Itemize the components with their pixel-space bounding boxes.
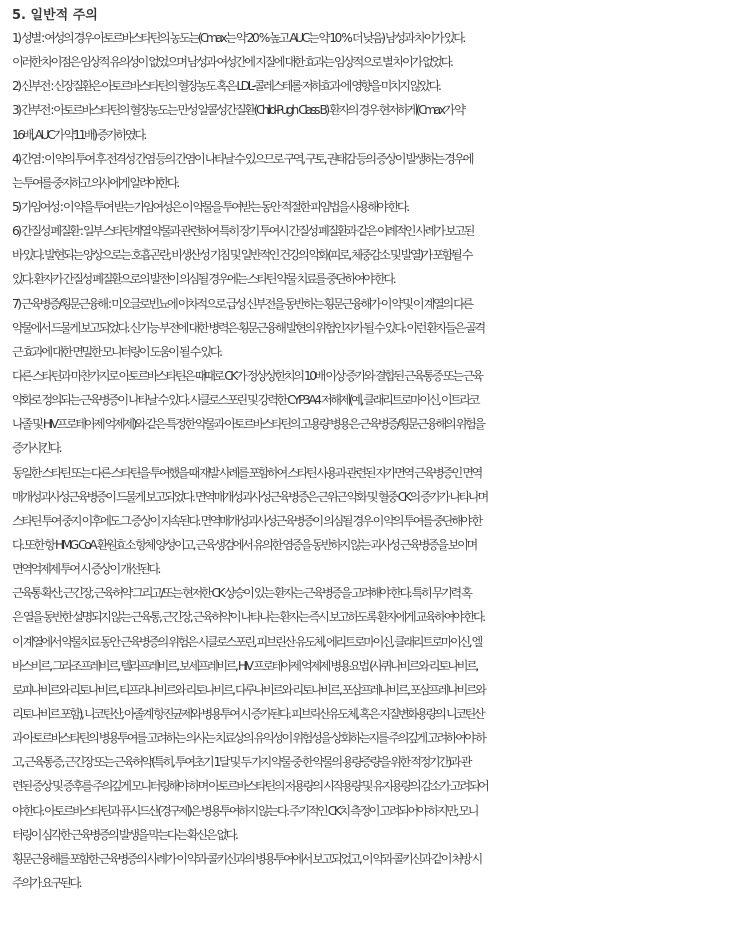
text-line: 리토나비르 포함), 니코틴산, 아졸계 항진균제와 병용투여 시 증가된다. 피브릭산유도체, 혹은 지질변화용량의 니코틴산: [12, 706, 484, 721]
text-line: 1) 성별 : 여성의 경우 아토르바스타틴의 농도는(Cmax는 약 20 % 높고 AUC는 약 10 % 더 낮음) 남성과 차이가 있다.: [12, 31, 464, 45]
text-line: 있다. 환자가 간질성 폐질환으로의 발전이 의심될 경우에는 스타틴 약물 치료를 중단하여야 한다.: [12, 272, 395, 287]
text-line: 야 한다. 아토르바스타틴과 퓨시드산(경구제)은 병용투여하지 않는다. 주기적인 CK치 측정이 고려되어야 하지만, 모니: [12, 803, 478, 818]
text-line: 로피나비르와 리토나비르, 티프라나비르와 리토나비르, 다루나비르와 리토나비르, 포삼프레나비르, 포삼프레나비르와: [12, 682, 485, 697]
section-title: 5. 일반적 주의: [12, 8, 98, 23]
text-line: 2) 신부전 : 신장질환은 아토르바스타틴의 혈장농도 혹은 LDL-콜레스테롤 저하효과 에 영향을 미치지 않았다.: [12, 79, 440, 94]
text-line: 횡문근융해를 포함한 근육병증의 사례가 이 약과 콜키신과의 병용투여에서 보고되었고, 이 약과 콜키신과 같이 처방 시: [12, 851, 481, 866]
text-line: 터링이 심각한 근육병증의 발생을 막는다는 확신은 없다.: [12, 827, 237, 842]
text-line: 과 아토르바스타틴의 병용투여를 고려하는 의사는 치료상의 유익성이 위험성을 상회하는지를 주의깊게 고려하여야 하: [12, 731, 485, 746]
text-line: 4) 간염 : 이 약의 투여 후 전격성 간염 등의 간염이 나타날 수 있으므로 구역, 구토, 권태감 등의 증상이 발생하는 경우에: [12, 151, 473, 166]
text-line: 약화로 정의되는 근육병증이 나타날 수 있다. 시클로스포린 및 강력한 CYP3A4 저해제(예, 클래리트로마이신, 이트라코: [12, 393, 479, 408]
text-line: 이러한 차이점은 임상적 유의성이 없었으며 남성과 여성간에 지질에 대한 효과는 임상적으로 별 차이가 없었다.: [12, 55, 452, 70]
text-line: 나졸 및 HIV프로테아제 억제제)와 같은 특정한 약물과 아토르바스타틴의 고용량 병용은 근육병증/횡문근융해의 위험을: [12, 417, 484, 432]
text-line: 5) 가임여성 : 이 약을 투여 받는 가임여성은 이 약물을 투여받는 동안 적절한 피임법을 사용해야 한다.: [12, 199, 408, 214]
text-line: 근 효과에 대한 면밀한 모니터링이 도움이 될 수 있다.: [12, 344, 221, 359]
text-line: 바스비르, 그라조프레비르, 텔라프레비르, 보세프레비르, HIV 프로테아제 억제제 병용요법 (사퀴나비르와 리토나비르,: [12, 658, 477, 673]
text-line: 면역억제제 투여 시 증상이 개선된다.: [12, 562, 159, 577]
text-line: 매개성괴사성근육병증이 드물게 보고되었다. 면역매개성괴사성근육병증은 근위근 약화 및 혈중 CK의 증가가 나타나며: [12, 489, 487, 504]
text-line: 동일한 스타틴 또는 다른 스타틴을 투여했을 때 재발 사례를 포함하여 스타틴 사용과 관련된 자가면역 근육병증인 면역: [12, 465, 481, 480]
text-line: 6) 간질성 폐질환 : 일부 스타틴계열 약물과 관련하여 특히 장기 투여시 간질성 폐질환과 같은 이례적인 사례가 보고된: [12, 224, 473, 239]
text-line: 약물에서 드물게 보고되었다. 신기능 부전에 대한 병력은 횡문근융해 발현의 위험인자가 될 수 있다. 이런 환자들은 골격: [12, 320, 484, 335]
text-line: 증가시킨다.: [12, 441, 61, 456]
text-line: 는 투여를 중지하고 의사에게 알려야한다.: [12, 175, 178, 190]
text-line: 16배, AUC가 약11배) 증가하였다.: [12, 127, 145, 142]
text-line: 다. 또한 항 HMG CoA 환원효소 항체 양성이고, 근육생검에서 유의한 염증을 동반하지 않는 괴사성 근육병증을 보이며: [12, 537, 476, 552]
text-line: 7) 근육병증/횡문근융해 : 미오글로빈뇨에 이차적으로 급성 신부전을 동반하는 횡문근융해가 이 약 및 이 계열의 다른: [12, 296, 472, 311]
text-line: 련된 증상 및 증후를 주의깊게 모니터링해야 하며 아토르바스타틴의 저용량의 시작용량 및 유지용량의 감소가 고려되어: [12, 779, 488, 794]
text-line: 주의가 요구된다.: [12, 875, 81, 890]
text-line: 스타틴 투여 중지 이후에도 그 증상이 지속된다. 면역매개성괴사성근육병증이 의심될 경우 이 약의 투여를 중단해야 한: [12, 513, 481, 528]
text-line: 은 열을 동반한 설명되지 않는 근육통, 근긴장, 근육허약이 나타나는 환자는 즉시 보고하도록 환자에게 교육하여야 한다.: [12, 610, 484, 625]
text-line: 근육통 확산, 근긴장, 근육허약 그리고/또는 현저한 CK 상승이 있는 환자는 근육병증을 고려해야 한다. 특히 무기력 혹: [12, 586, 471, 601]
section-body: [12, 26, 736, 895]
text-line: 다른 스타틴과 마찬가지로 아토르바스타틴은 때때로 CK가 정상상한치의 10배 이상 증가와 결합된 근육통증 또는 근육: [12, 368, 482, 383]
text-line: 바 있다. 발현되는 양상으로는 호흡곤란, 비생산성 기침 및 일반적인 건강의 악화(피로, 체중감소 및 발열)가 포함될 수: [12, 248, 472, 263]
text-line: 고, 근육통증, 근긴장 또는 근육허약(특히, 투여초기 1달 및 두 가지 약물 중 한 약물의 용량증량을 위한 적정기간)과 관: [12, 755, 470, 770]
text-line: 이 계열에서 약물치료 동안 근육병증의 위험은 시클로스포린, 피브린산 유도체, 에리트로마이신, 클래리트로마이신, 엘: [12, 634, 481, 649]
text-line: 3) 간부전 : 아토르바스타틴의 혈장농도는 만성 알콜성간질환(Child-Pugh Class B) 환자의 경우 현저하게(Cmax가 약: [12, 103, 464, 118]
